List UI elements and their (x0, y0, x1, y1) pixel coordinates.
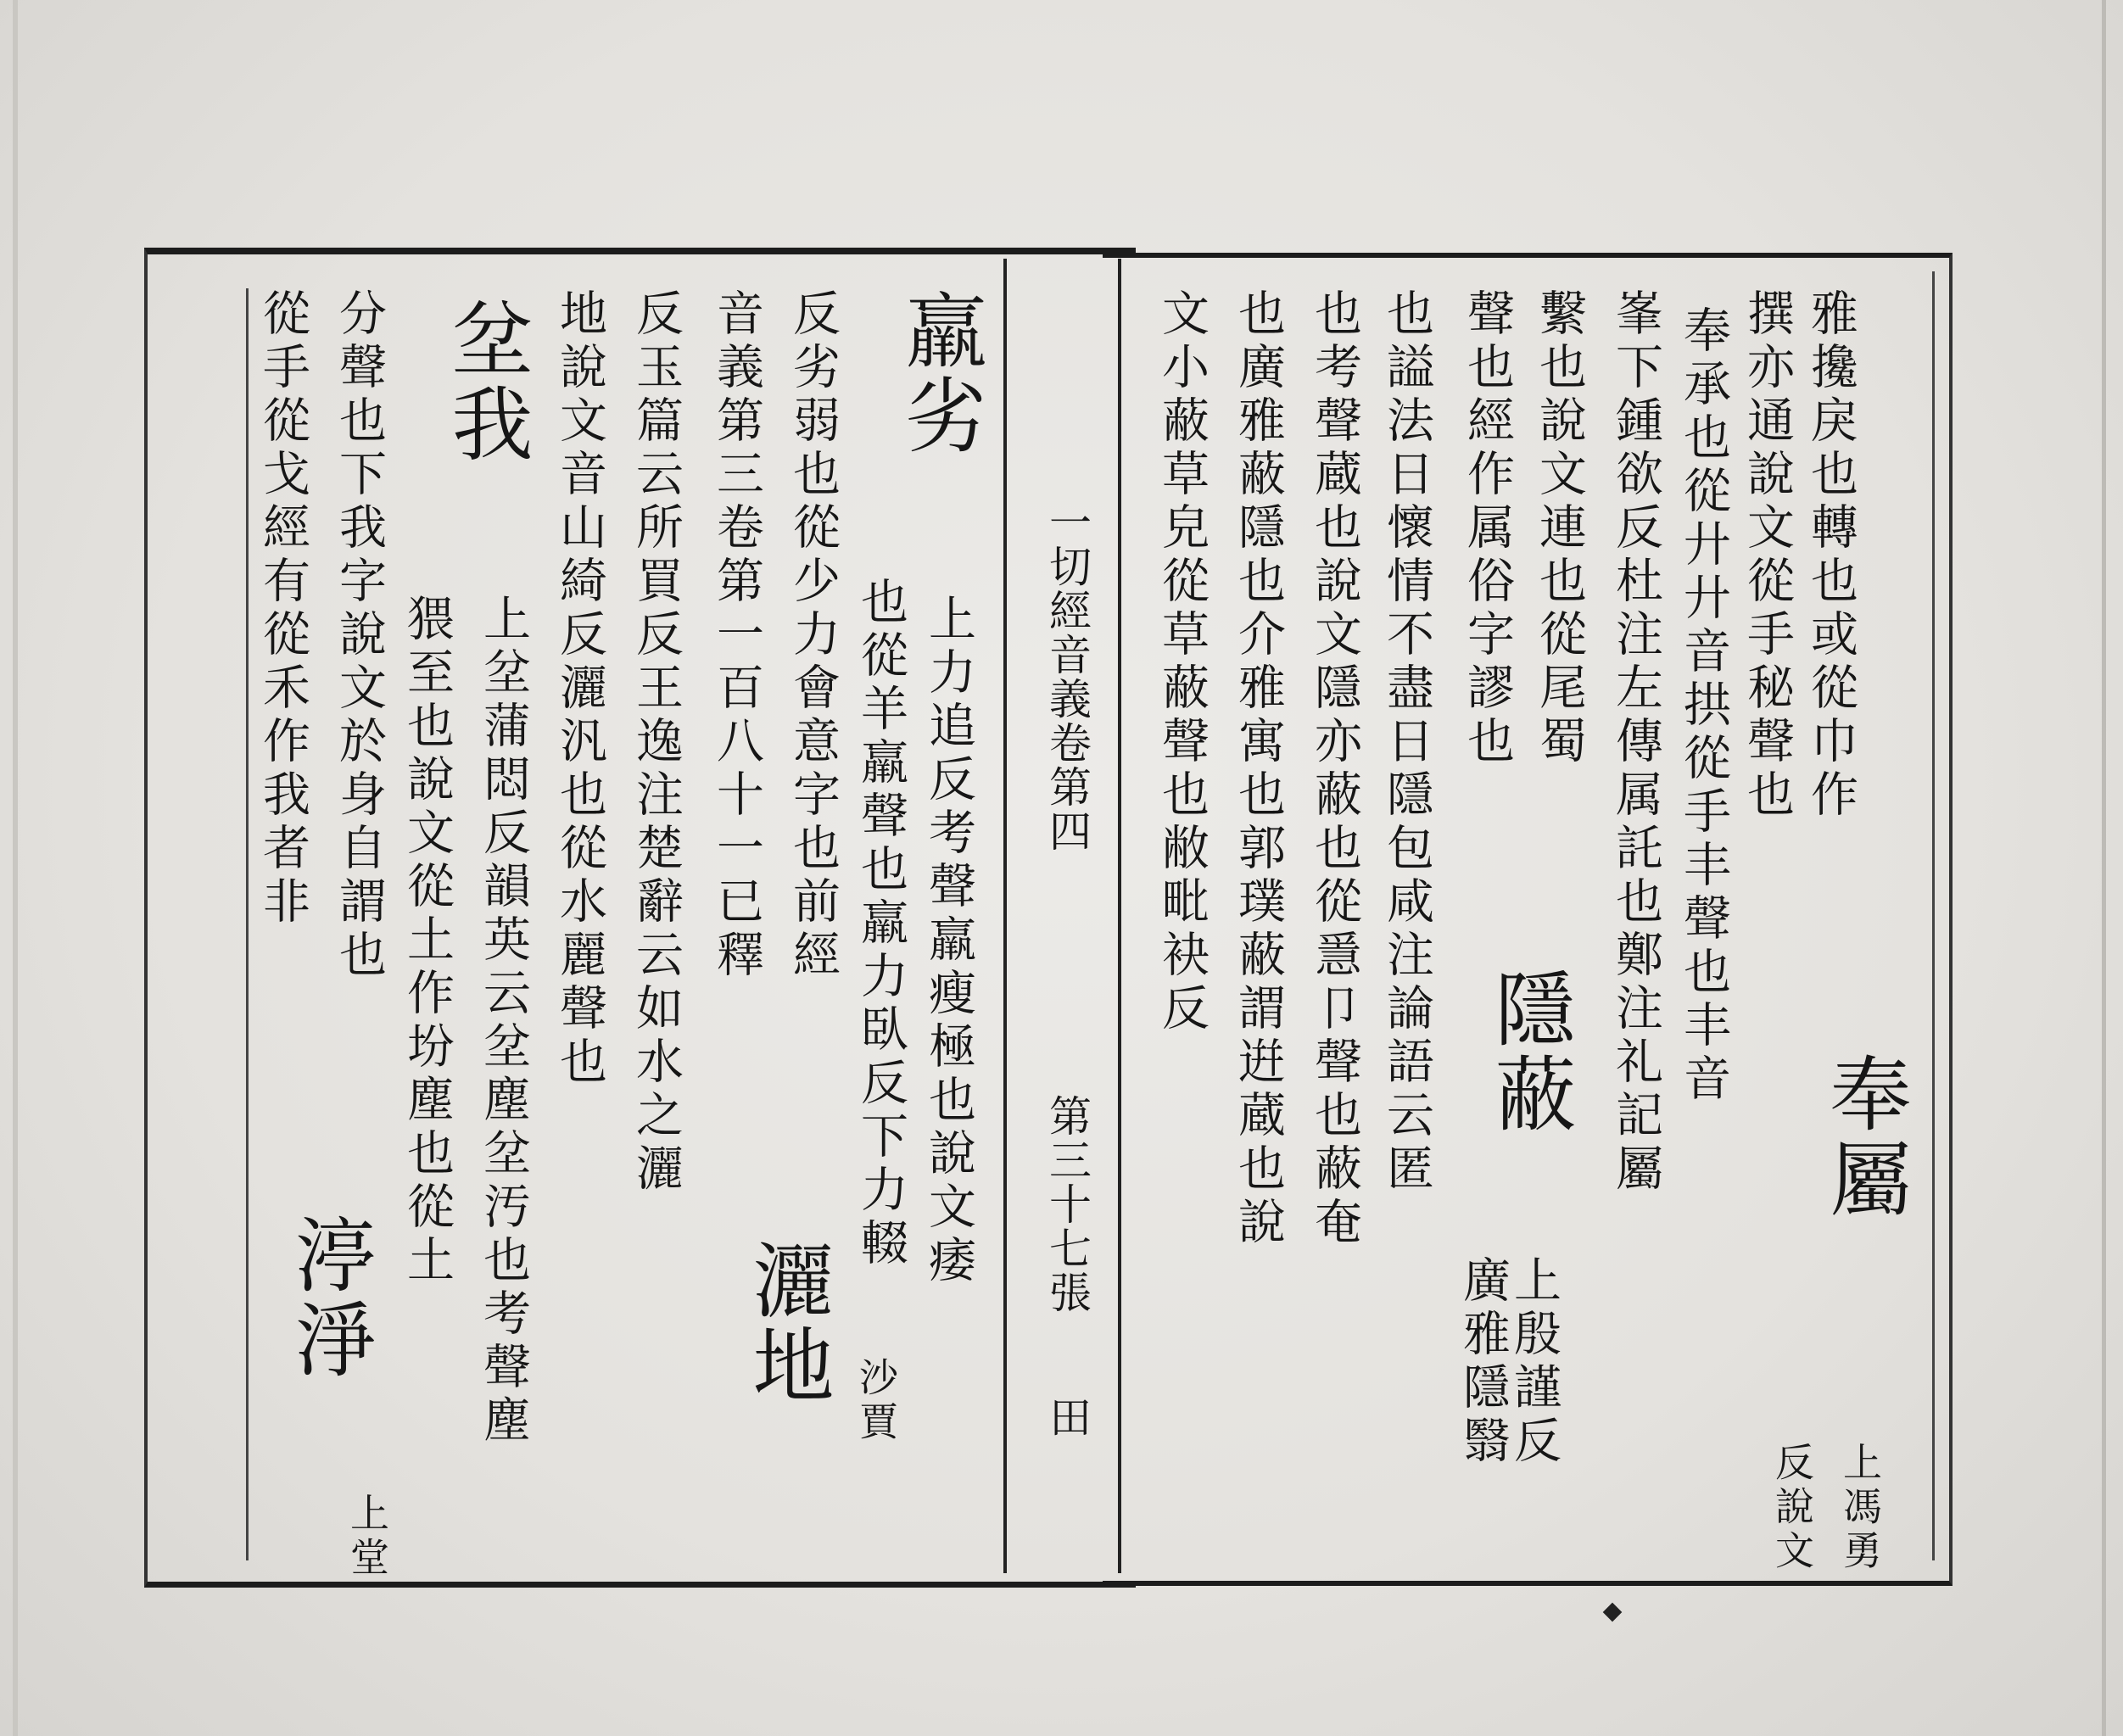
right-col-7: 聲也經作属俗字謬也 (1460, 288, 1515, 769)
left-col-3: 反劣弱也從少力會意字也前經 (785, 288, 841, 983)
left-binding-edge (13, 0, 18, 1736)
right-binding-edge (2102, 0, 2106, 1736)
left-col-10: 從手從戈經有從禾作我者非 (255, 288, 310, 929)
left-col-9: 分聲也下我字說文於身自謂也 (332, 288, 387, 983)
gutter-line-right (1118, 259, 1121, 1573)
left-col-1-annotation: 上力追反考聲羸瘦極也說文痿 (921, 594, 976, 1288)
right-col-6b: 廣雅隱翳 (1455, 1255, 1511, 1469)
left-col-2: 也從羊羸聲也羸力臥反下力輟 (853, 577, 908, 1271)
ink-spot (1603, 1603, 1623, 1622)
right-col-3-annotation: 上馮勇 (1837, 1442, 1883, 1574)
right-col-4: 奉承也從廾廾音拱從手丰聲也丰音 (1676, 305, 1731, 1107)
right-heading-yinbi: 隱蔽 (1482, 967, 1577, 1136)
left-heading-tingjing: 渟淨 (282, 1213, 377, 1382)
right-col-6: 繫也說文連也從尾蜀 (1532, 288, 1587, 769)
right-heading-fengshu: 奉屬 (1817, 1052, 1912, 1221)
inner-line-left (246, 288, 249, 1560)
right-col-11: 文小蔽草皃從草蔽聲也敝毗袂反 (1154, 288, 1210, 1036)
left-col-7-annotation: 上坌蒲悶反韻英云坌塵坌汚也考聲塵 (476, 594, 531, 1449)
left-col-6: 地說文音山綺反灑汎也從水麗聲也 (552, 288, 607, 1090)
left-col-4: 音義第三卷第一百八十一已釋 (709, 288, 764, 983)
gutter-page-marker: 田 (1042, 1395, 1092, 1439)
left-heading-sadi: 灑地 (740, 1238, 835, 1408)
right-col-6-annotation: 上殷謹反 (1506, 1255, 1562, 1469)
left-col-5: 反玉篇云所買反王逸注楚辭云如水之灑 (629, 288, 684, 1197)
left-col-9-annotation: 上堂 (344, 1493, 390, 1581)
gutter-line-left (1003, 259, 1007, 1573)
right-col-2: 撰亦通說文從手秘聲也 (1740, 288, 1795, 823)
gutter-sheet-number: 第三十七張 (1042, 1094, 1092, 1315)
right-col-5: 峯下鍾欲反杜注左傳属託也鄭注礼記屬 (1608, 288, 1663, 1197)
right-col-10: 也廣雅蔽隱也介雅寓也郭璞蔽謂逬蔵也說 (1231, 288, 1286, 1250)
inner-line-right (1932, 271, 1935, 1560)
left-heading-benwo: 坌我 (439, 297, 534, 466)
right-col-9: 也考聲蔵也說文隱亦蔽也從㥯卩聲也蔽奄 (1307, 288, 1362, 1250)
right-col-4-annotation: 反說文 (1769, 1442, 1815, 1574)
gutter-title: 一切經音義卷第四 (1042, 500, 1092, 853)
right-col-1: 雅攙戾也轉也或從巾作 (1803, 288, 1858, 823)
left-heading-leilie: 羸劣 (892, 288, 987, 458)
right-col-8: 也謚法日懷情不盡日隱包咸注論語云匿 (1379, 288, 1434, 1197)
left-col-4-annotation: 沙賈 (853, 1357, 899, 1445)
left-col-8: 猥至也說文從土作坋塵也從土 (399, 594, 455, 1288)
